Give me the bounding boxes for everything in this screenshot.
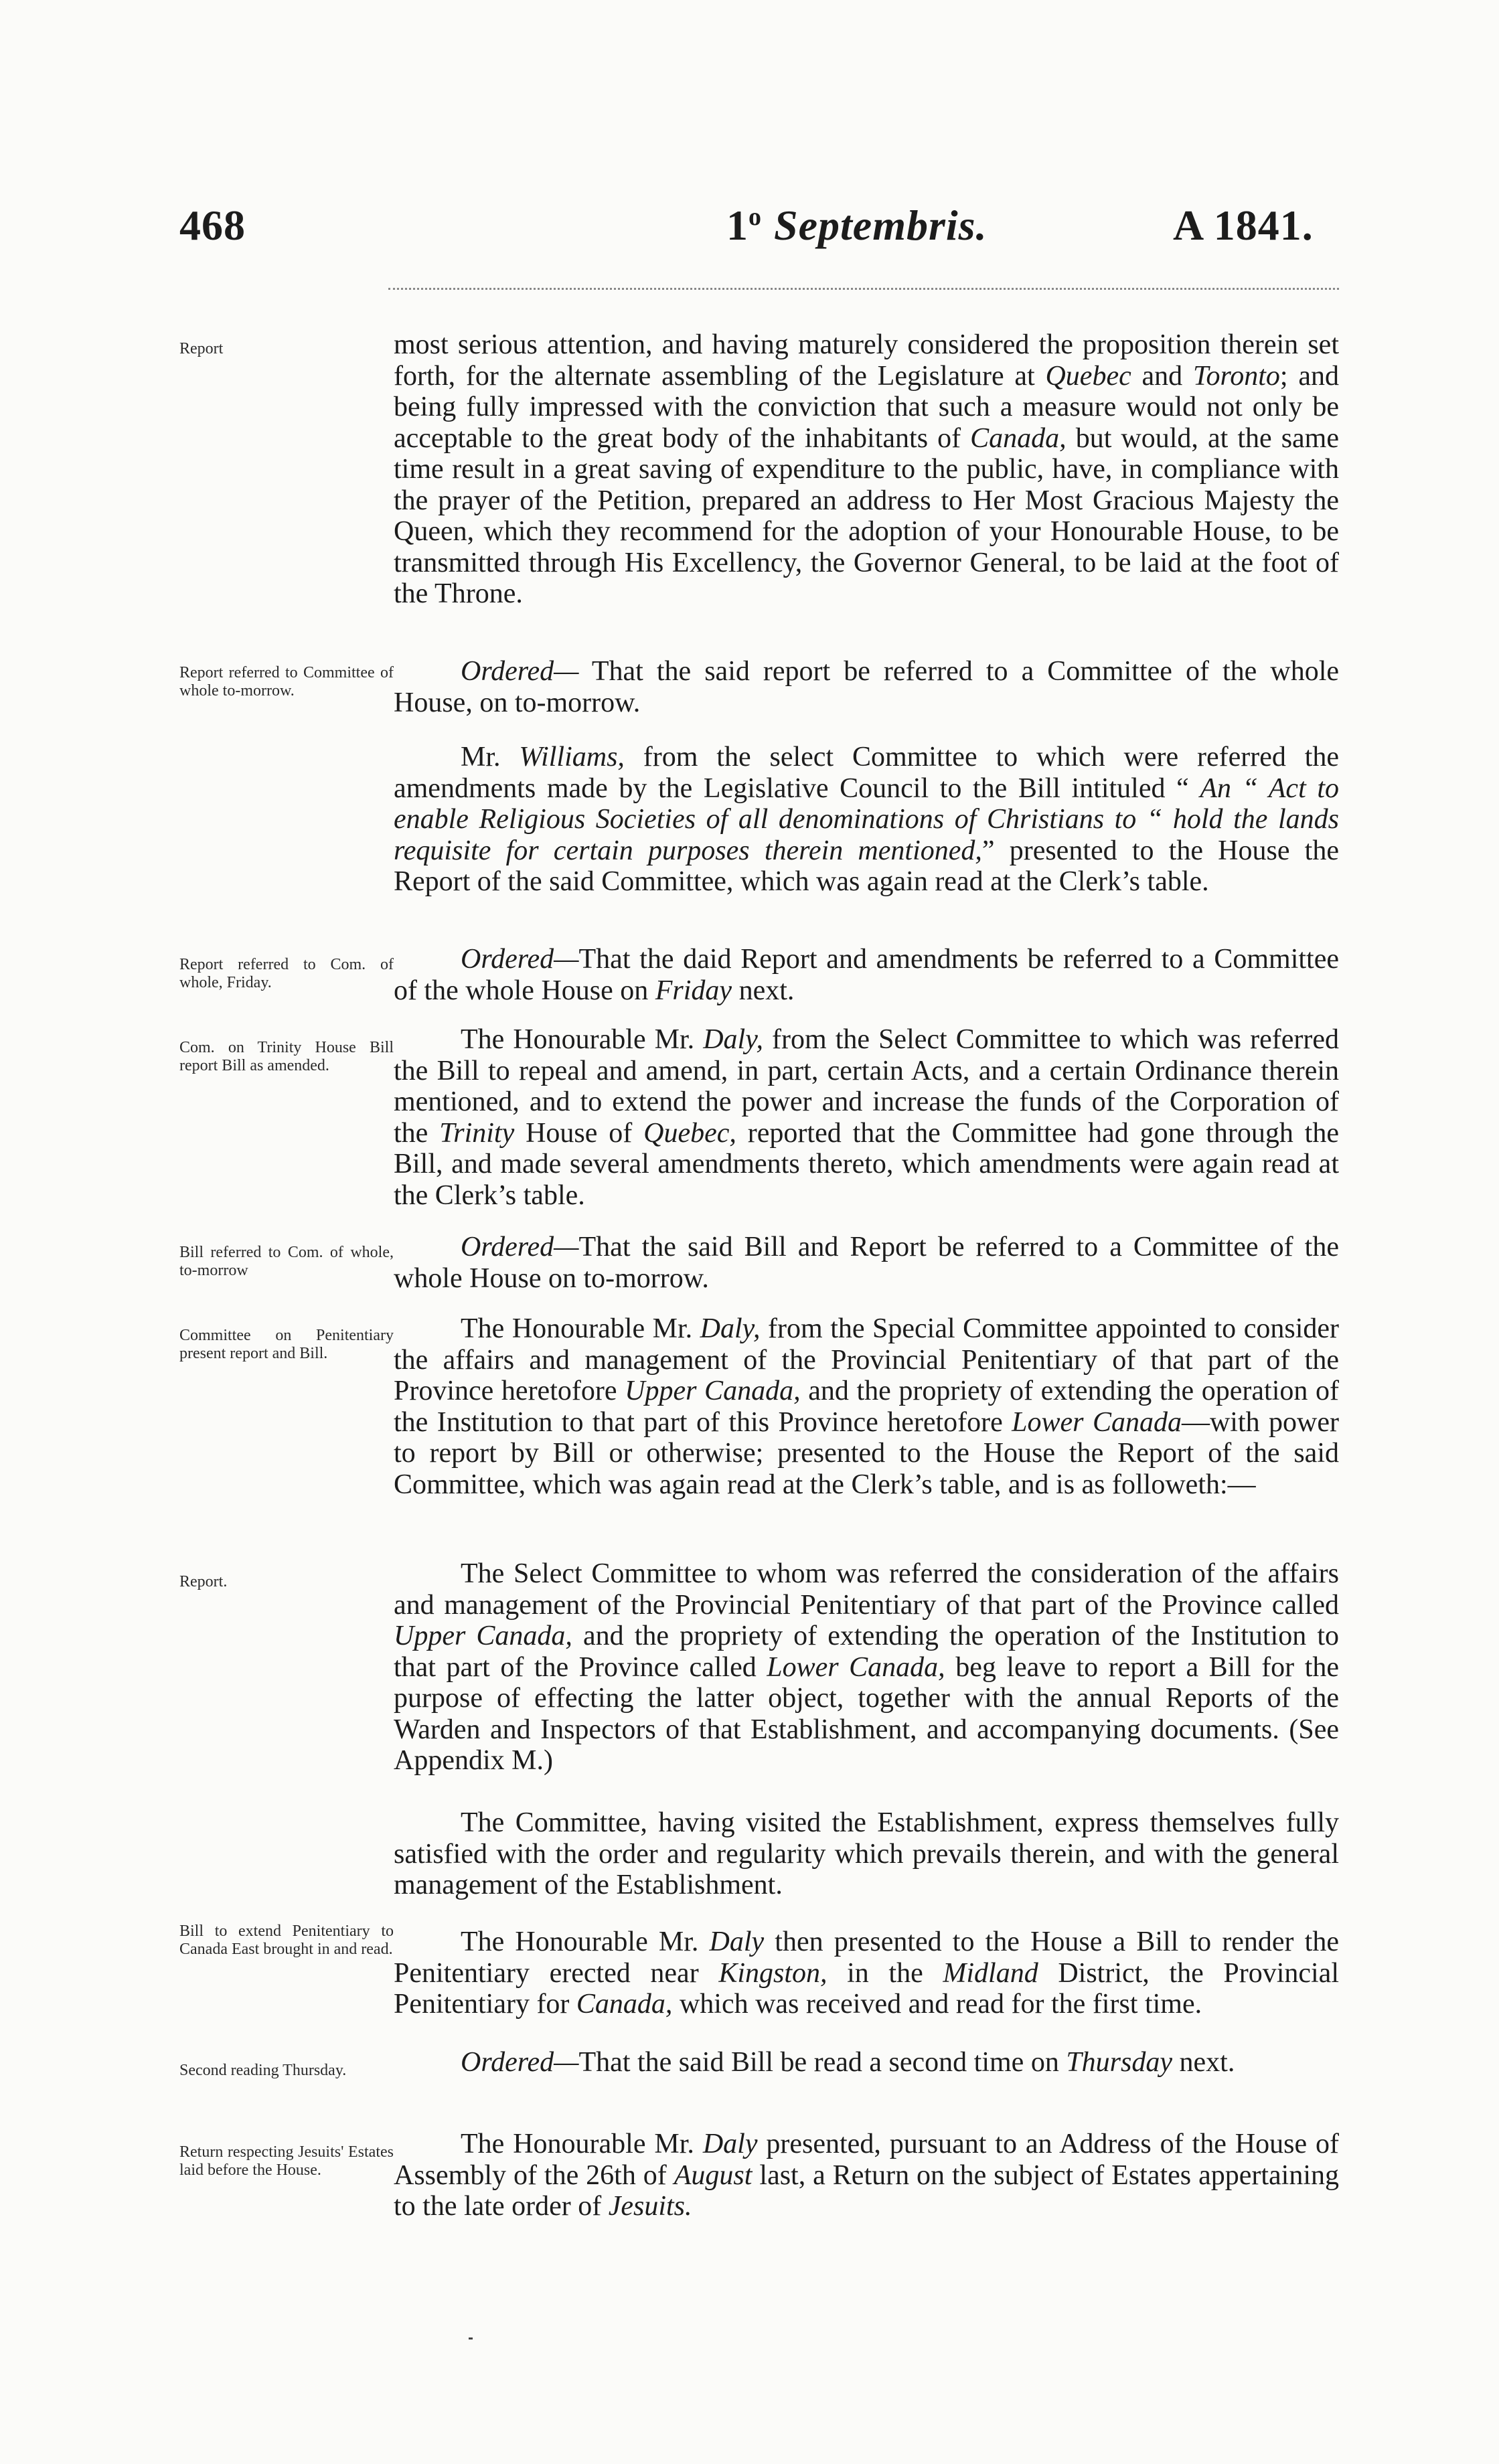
italic-run: Jesuits. [608, 2191, 692, 2222]
paragraph-williams [394, 742, 1339, 898]
paragraph-daly-jesuits [394, 2129, 1339, 2222]
margin-note-bill-extend: Bill to extend Penitentiary to Canada East brought in and read. [179, 1922, 394, 1958]
text-run: The Honourable Mr. [461, 1024, 704, 1055]
text-run: reported that the Committee had gone through the Bill, and made several amendments thereto, which amendments were again read at the Clerk’s table. [394, 1117, 1339, 1211]
text-run: last, a Return on the subject of Estates appertaining to the late order of [394, 2159, 1339, 2222]
text-run: That the said report be referred to a Committee of the whole House, on to-morrow. [394, 656, 1339, 718]
paragraph-ordered-4 [394, 2047, 1339, 2078]
italic-run: An “ Act to enable Religious Societies of all denominations of Christians to “ hold the lands requisite for certain purposes therein mentioned, [394, 772, 1340, 866]
text-run: most serious attention, and having maturely considered the proposition therein set forth, for the alternate assembling of the Legislature at [394, 329, 1339, 392]
paragraph-daly-bill [394, 1926, 1339, 2020]
text-run: District, the Provincial Penitentiary for [394, 1957, 1339, 2020]
text-run: That the daid Report and amendments be referred to a Committee of the whole House on [394, 944, 1339, 1006]
margin-note-committee-tomorrow: Report referred to Committee of whole to-morrow. [179, 664, 394, 700]
italic-run: Ordered— [461, 2047, 579, 2078]
text-run: ” presented to the House the Report of the said Committee, which was again read at the Clerk’s table. [394, 835, 1339, 897]
italic-run: Midland [943, 1957, 1038, 1989]
text-run: The Honourable Mr. [461, 2129, 703, 2159]
text-run: next. [1172, 2047, 1235, 2078]
text-run: next. [732, 975, 795, 1006]
margin-note-report: Report [179, 340, 224, 357]
paragraph-report-body [394, 329, 1339, 610]
italic-run: Ordered— [461, 944, 579, 975]
italic-run: Daly, [703, 1024, 764, 1055]
paragraph-daly-trinity [394, 1024, 1339, 1211]
text-run: and the propriety of extending the operation of the Institution to that part of this Province heretofore [394, 1376, 1339, 1438]
italic-run: Lower Canada, [767, 1651, 945, 1683]
text-run: which was received and read for the first time. [672, 1989, 1202, 2020]
margin-note-jesuits: Return respecting Jesuits' Estates laid before the House. [179, 2143, 394, 2179]
text-run: but would, at the same time result in a great saving of expenditure to the public, have, in compliance with the prayer of the Petition, prepared an address to Her Most Gracious Majesty the Queen, which they recommend for the adoption of your Honourable House, to be transmitted through His Excellency, the Governor General, to be laid at the foot of the Throne. [394, 422, 1339, 609]
text-run: House of [514, 1117, 644, 1149]
text-run: That the said Bill and Report be referred to a Committee of the whole House on to-morrow. [394, 1232, 1339, 1294]
italic-run: Canada, [576, 1989, 673, 2020]
italic-run: Ordered— [461, 1232, 579, 1262]
text-run: and the propriety of extending the operation of the Institution to that part of the Province called [394, 1621, 1339, 1683]
italic-run: Friday [655, 975, 732, 1006]
italic-run: Thursday [1066, 2047, 1173, 2078]
text-run: The Select Committee to whom was referred the consideration of the affairs and management of the Provincial Penitentiary of that part of the Province called [394, 1558, 1339, 1621]
margin-note-friday: Report referred to Com. of whole, Friday. [179, 956, 394, 991]
paragraph-committee-visited [394, 1807, 1339, 1901]
header-rule [388, 288, 1339, 290]
page-date [726, 201, 988, 250]
text-run: That the said Bill be read a second time on [578, 2047, 1067, 2078]
page-year: A 1841. [1173, 201, 1314, 249]
date-day: 1 [726, 201, 748, 249]
paragraph-ordered-2 [394, 944, 1339, 1006]
paragraph-daly-penitentiary [394, 1313, 1339, 1500]
italic-run: Upper Canada, [394, 1621, 572, 1651]
italic-run: Daly [709, 1926, 765, 1957]
paragraph-select-committee [394, 1558, 1339, 1777]
text-run: —with power to report by Bill or otherwise; presented to the House the Report of the said Committee, which was again read at the Clerk’s table, and is as followeth:— [394, 1406, 1340, 1500]
text-run: beg leave to report a Bill for the purpose of effecting the latter object, together with the annual Reports of the Warden and Inspectors of that Establishment, and accompanying documents. (See Appendix M.) [394, 1651, 1340, 1776]
text-run: The Honourable Mr. [461, 1926, 710, 1957]
text-run: from the Select Committee to which was referred the Bill to repeal and amend, in part, certain Acts, and a certain Ordinance therein mentioned, and to extend the power and increase the funds of the Corporation of the [394, 1024, 1339, 1149]
text-run: from the Special Committee appointed to consider the affairs and management of the Provincial Penitentiary of that part of the Province heretofore [394, 1313, 1339, 1406]
italic-run: Williams, [519, 742, 625, 772]
italic-run: Quebec, [643, 1117, 736, 1149]
margin-note-bill-referred: Bill referred to Com. of whole, to-morrow [179, 1244, 394, 1279]
text-run: The Honourable Mr. [461, 1313, 700, 1344]
italic-run: Toronto [1192, 360, 1280, 392]
italic-run: Daly, [700, 1313, 761, 1344]
italic-run: Canada, [970, 422, 1067, 454]
page-header [0, 194, 1499, 254]
text-run: then presented to the House a Bill to render the Penitentiary erected near [394, 1926, 1339, 1989]
text-run: in the [827, 1957, 943, 1989]
text-run: presented, pursuant to an Address of the House of Assembly of the 26th of [394, 2129, 1339, 2191]
italic-run: August [674, 2159, 753, 2191]
date-ordinal: o [748, 203, 762, 231]
page-mark [469, 2337, 473, 2339]
date-month: Septembris. [774, 201, 988, 249]
text-run: Mr. [461, 742, 520, 772]
italic-run: Ordered— [461, 656, 579, 687]
paragraph-ordered-3 [394, 1232, 1339, 1294]
italic-run: Trinity [439, 1117, 515, 1149]
text-run: The Committee, having visited the Establishment, express themselves fully satisfied with the order and regularity which prevails therein, and with the general management of the Establishment. [394, 1807, 1339, 1900]
text-run: from the select Committee to which were referred the amendments made by the Legislative Council to the Bill intituled “ [394, 742, 1340, 804]
paragraph-ordered-1 [394, 656, 1339, 718]
margin-note-second-reading: Second reading Thursday. [179, 2062, 347, 2079]
italic-run: Kingston, [718, 1957, 827, 1989]
margin-note-report-2: Report. [179, 1573, 228, 1590]
italic-run: Lower Canada [1012, 1406, 1182, 1438]
text-run: and [1131, 360, 1193, 392]
italic-run: Upper Canada, [625, 1376, 801, 1406]
page-number: 468 [179, 201, 246, 249]
margin-note-penitentiary: Committee on Penitentiary present report and Bill. [179, 1327, 394, 1362]
margin-note-trinity-house: Com. on Trinity House Bill report Bill as amended. [179, 1039, 394, 1074]
italic-run: Quebec [1045, 360, 1131, 392]
italic-run: Daly [702, 2129, 758, 2159]
text-run: ; and being fully impressed with the conviction that such a measure would not only be acceptable to the great body of the inhabitants of [394, 360, 1339, 454]
